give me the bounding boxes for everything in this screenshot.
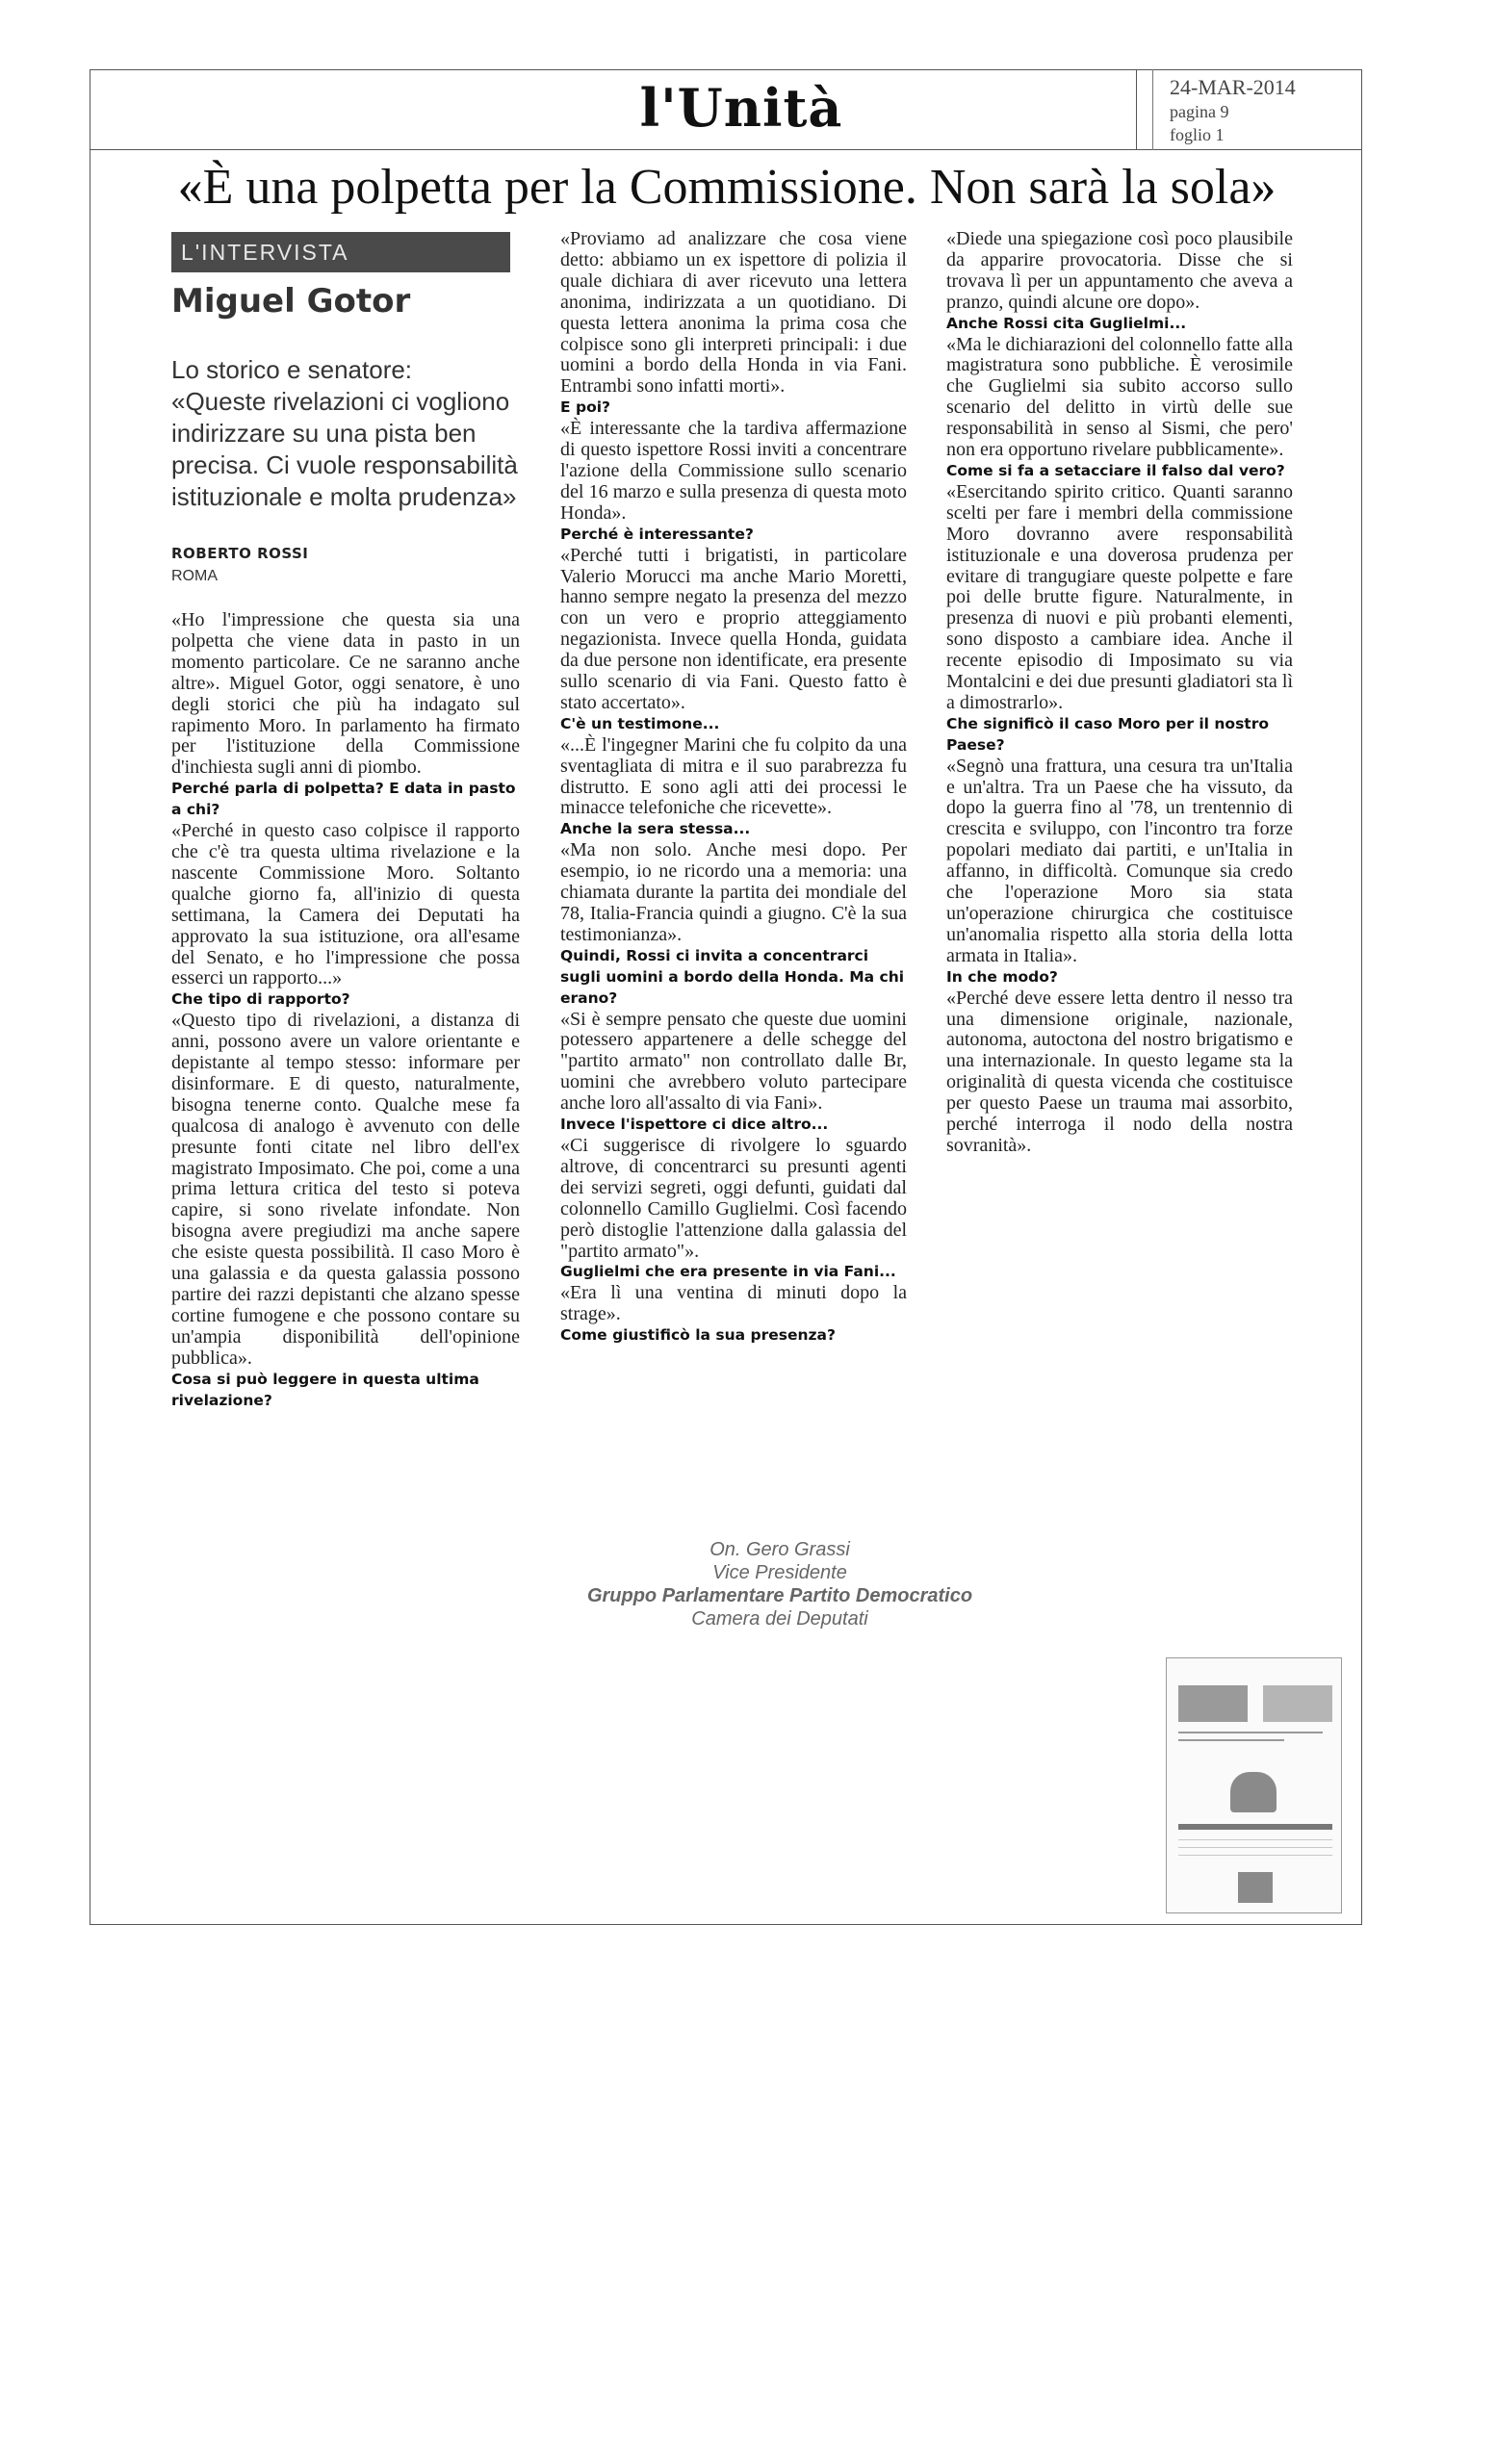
signature-group: Gruppo Parlamentare Partito Democratico xyxy=(586,1585,973,1606)
thumbnail-text-line xyxy=(1178,1732,1323,1733)
thumbnail-photo-left xyxy=(1178,1685,1248,1722)
interview-question: C'è un testimone... xyxy=(560,714,720,732)
thumbnail-headline-bar xyxy=(1178,1824,1332,1830)
page-number: pagina 9 xyxy=(1170,102,1229,121)
thumbnail-portrait xyxy=(1230,1772,1277,1812)
answer-paragraph: «Esercitando spirito critico. Quanti saranno scelti per fare i membri della commissione Moro dovranno avere responsabilità istituzionale e una doverosa prudenza per evitare di trangugiare queste polpette e fare poi delle brutte figure. Naturalmente, in presenza di nuovi e più probanti elementi, sono disposto a cambiare idea. Anche il recente episodio di Imposimato su via Montalcini e dei due presunti gladiatori sta lì a dimostrarlo». xyxy=(946,480,1293,713)
signature-chamber: Camera dei Deputati xyxy=(691,1608,868,1630)
interview-question: Come giustificò la sua presenza? xyxy=(560,1326,836,1345)
standfirst xyxy=(171,354,523,513)
answer-paragraph: «Perché in questo caso colpisce il rapporto che c'è tra questa ultima rivelazione e la nascente Commissione Moro. Soltanto qualche giorno fa, all'inizio di questa settimana, la Camera dei Deputati ha approvato la sua istituzione, ora all'esame del Senato, e ho l'impressione che possa esserci un rapporto...» xyxy=(171,820,520,989)
signature-stamp xyxy=(578,1538,982,1630)
interview-question: Anche la sera stessa... xyxy=(560,820,751,838)
article-column-2 xyxy=(560,229,907,1347)
interview-question: Come si fa a setacciare il falso dal vero? xyxy=(946,461,1285,479)
byline: ROBERTO ROSSI xyxy=(171,545,309,562)
interview-question: Perché è interessante? xyxy=(560,525,754,543)
interview-question: Invece l'ispettore ci dice altro... xyxy=(560,1116,829,1134)
standfirst-lead: Lo storico e senatore: xyxy=(171,355,413,384)
thumbnail-small-photo xyxy=(1238,1872,1273,1903)
interview-question: In che modo? xyxy=(946,967,1058,986)
subject-name: Miguel Gotor xyxy=(171,282,411,321)
interview-question: Che tipo di rapporto? xyxy=(171,990,350,1009)
interview-question: Che significò il caso Moro per il nostro Paese? xyxy=(946,714,1270,754)
interview-question: Quindi, Rossi ci invita a concentrarci sugli uomini a bordo della Honda. Ma chi erano? xyxy=(560,946,905,1007)
answer-paragraph: «Ci suggerisce di rivolgere lo sguardo altrove, di concentrarci su presunti agenti dei servizi segreti, oggi defunti, guidati dal colonnello Camillo Guglielmi. Così facendo però distoglie l'attenzione dalla galassia del "partito armato"». xyxy=(560,1134,907,1262)
interview-question: Anche Rossi cita Guglielmi... xyxy=(946,314,1187,332)
answer-paragraph: «Questo tipo di rivelazioni, a distanza di anni, possono avere un valore orientante e depistante al tempo stesso: informare per disinformare. E di questo, naturalmente, bisogna tenerne conto. Qualche mese fa qualcosa di analogo è avvenuto con delle presunte fonti citate nel libro dell'ex magistrato Imposimato. Che poi, come a una prima lettura critica del testo si poteva capire, si sono rivelate infondate. Non bisogna avere pregiudizi ma anche sapere che esiste questa possibilità. Il caso Moro è una galassia e da questa galassia possono partire dei razzi depistanti che alzano spesse cortine fumogene e che possono contare su un'ampia disponibilità dell'opinione pubblica». xyxy=(171,1010,520,1369)
headline: «È una polpetta per la Commissione. Non sarà la sola» xyxy=(177,160,1277,215)
page-thumbnail xyxy=(1166,1657,1342,1913)
answer-paragraph: «Ma le dichiarazioni del colonnello fatte alla magistratura sono pubbliche. È verosimile che Guglielmi sia subito accorso sullo scenario del delitto in virtù delle sue responsabilità in senso al Sismi, che pero' non era opportuno rivelare pubblicamente». xyxy=(946,333,1293,461)
answer-paragraph: «È interessante che la tardiva affermazione di questo ispettore Rossi inviti a concentrare l'azione della Commissione sullo scenario del 16 marzo e sulla presenza di questa moto Honda». xyxy=(560,418,907,524)
answer-paragraph: «Ma non solo. Anche mesi dopo. Per esempio, io ne ricordo una a memoria: una chiamata durante la partita dei mondiale del 78, Italia-Francia quindi a giugno. C'è la sua testimonianza». xyxy=(560,839,907,945)
section-tag: L'INTERVISTA xyxy=(171,232,510,272)
interview-question: Cosa si può leggere in questa ultima rivelazione? xyxy=(171,1370,479,1409)
masthead: l'Unità xyxy=(639,77,843,139)
signature-name: On. Gero Grassi xyxy=(709,1539,850,1560)
thumbnail-text-row xyxy=(1178,1847,1332,1848)
interview-question: Guglielmi che era presente in via Fani... xyxy=(560,1263,896,1281)
signature-role: Vice Presidente xyxy=(712,1562,847,1583)
answer-paragraph: «Ho l'impressione che questa sia una polpetta che viene data in pasto in un momento particolare. Ce ne saranno anche altre». Miguel Gotor, oggi senatore, è uno degli storici che più ha indagato sul rapimento Moro. In parlamento ha firmato per l'istituzione della Commissione d'inchiesta sugli anni di piombo. xyxy=(171,609,520,779)
sheet-number: foglio 1 xyxy=(1170,125,1225,144)
dateline: ROMA xyxy=(171,568,218,584)
answer-paragraph: «Perché tutti i brigatisti, in particolare Valerio Morucci ma anche Mario Moretti, hanno sempre negato la presenza del mezzo con un vero e proprio atteggiamento negazionista. Invece quella Honda, guidata da due persone non identificate, era presente sullo scenario di via Fani. Questo fatto è stato accertato». xyxy=(560,544,907,713)
article-column-1 xyxy=(171,610,520,1411)
interview-question: Perché parla di polpetta? E data in pasto a chi? xyxy=(171,780,516,819)
article-column-3 xyxy=(946,229,1293,1157)
thumbnail-text-row xyxy=(1178,1855,1332,1856)
answer-paragraph: «Proviamo ad analizzare che cosa viene detto: abbiamo un ex ispettore di polizia il quale dichiara di aver ricevuto una lettera anonima, indirizzata a un quotidiano. Di questa lettera anonima la prima cosa che colpisce sono gli interpreti principali: i due uomini a bordo della Honda in via Fani. Entrambi sono infatti morti». xyxy=(560,228,907,398)
answer-paragraph: «Si è sempre pensato che queste due uomini potessero appartenere a delle schegge del "partito armato" non controllato dalle Br, uomini che avrebbero voluto partecipare anche loro all'assalto di via Fani». xyxy=(560,1008,907,1115)
thumbnail-text-line xyxy=(1178,1739,1284,1741)
answer-paragraph: «Era lì una ventina di minuti dopo la strage». xyxy=(560,1282,907,1325)
answer-paragraph: «Segnò una frattura, una cesura tra un'Italia e un'altra. Tra un Paese che ha vissuto, da dopo la guerra fino al '78, un trentennio di crescita e sviluppo, con l'incontro tra forze popolari mediato dai partiti, e un'Italia in affanno, in difficoltà. Comunque sia credo che l'operazione Moro sia stata un'operazione chirurgica che costituisce un'anomalia rispetto alla storia della lotta armata in Italia». xyxy=(946,755,1293,966)
answer-paragraph: «...È l'ingegner Marini che fu colpito da una sventagliata di mitra e il suo parabrezza fu distrutto. E sono agli atti dei processi le minacce telefoniche che ricevette». xyxy=(560,733,907,819)
publication-date: 24-MAR-2014 xyxy=(1170,75,1296,99)
interview-question: E poi? xyxy=(560,398,611,417)
standfirst-quote: «Queste rivelazioni ci vogliono indirizzare su una pista ben precisa. Ci vuole responsabilità istituzionale e molta prudenza» xyxy=(171,387,518,511)
date-box xyxy=(1136,69,1362,150)
thumbnail-photo-right xyxy=(1263,1685,1332,1722)
thumbnail-text-row xyxy=(1178,1839,1332,1840)
answer-paragraph: «Diede una spiegazione così poco plausibile da apparire provocatoria. Disse che si trovava lì per un appuntamento che aveva a pranzo, quindi alcune ore dopo». xyxy=(946,228,1293,313)
answer-paragraph: «Perché deve essere letta dentro il nesso tra una dimensione originale, nazionale, autonoma, autoctona del nostro brigatismo e una internazionale. In questo legame sta la originalità di questa vicenda che costituisce per questo Paese un trauma mai assorbito, perché interroga il nodo della nostra sovranità». xyxy=(946,987,1293,1156)
